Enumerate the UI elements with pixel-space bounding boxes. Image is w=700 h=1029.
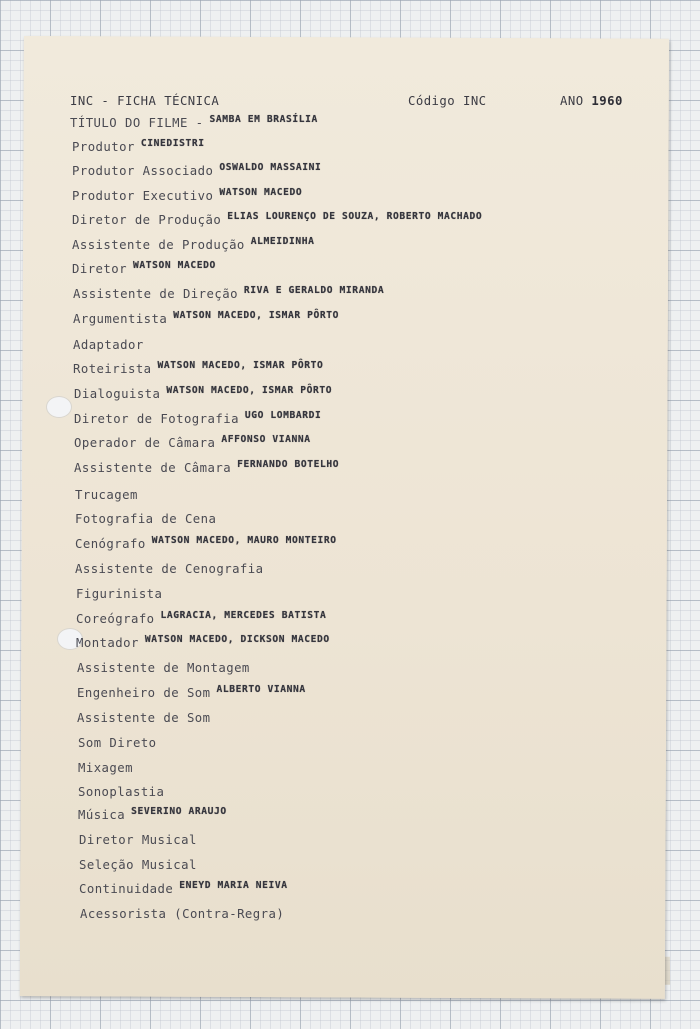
credit-value: WATSON MACEDO (132, 260, 216, 271)
credit-label: Montador (76, 636, 139, 650)
credit-value: UGO LOMBARDI (244, 410, 322, 421)
credit-value: WATSON MACEDO (219, 187, 303, 198)
credit-label: Música (78, 808, 126, 822)
credit-value: LAGRACIA, MERCEDES BATISTA (160, 610, 327, 621)
credit-value: WATSON MACEDO, ISMAR PÔRTO (157, 360, 324, 371)
credit-row (78, 761, 139, 775)
credit-label: Assistente de Direção (73, 287, 238, 301)
credit-row (72, 213, 482, 227)
credit-label: Adaptador (73, 338, 144, 352)
credit-value: ALBERTO VIANNA (216, 684, 306, 695)
credit-value: AFFONSO VIANNA (221, 434, 311, 445)
credit-label: Figurinista (76, 587, 163, 601)
punch-hole (46, 396, 72, 418)
credit-label: Continuidade (79, 882, 174, 896)
credit-row (77, 711, 217, 725)
header-year (560, 94, 623, 108)
credit-value: ENEYD MARIA NEIVA (179, 880, 288, 891)
credit-label: Operador de Câmara (74, 436, 216, 450)
credit-row (75, 488, 144, 502)
credit-label: Produtor Executivo (72, 189, 214, 203)
credit-row (72, 164, 321, 178)
credit-value: OSWALDO MASSAINI (219, 162, 322, 173)
credit-label: Trucagem (75, 488, 138, 502)
credit-label: Mixagem (78, 761, 133, 775)
header-org: INC - FICHA TÉCNICA (70, 94, 220, 108)
credit-row (75, 512, 222, 526)
credit-row (76, 636, 330, 650)
credit-value: WATSON MACEDO, DICKSON MACEDO (144, 634, 330, 645)
credit-row (72, 262, 216, 276)
credit-row (75, 562, 269, 576)
credit-row (72, 238, 315, 252)
credit-label: Produtor Associado (72, 164, 214, 178)
credit-row (74, 436, 311, 450)
credit-value: FERNANDO BOTELHO (237, 459, 340, 470)
credit-label: Assistente de Montagem (77, 661, 250, 675)
credit-row (78, 808, 227, 822)
year-value: 1960 (591, 94, 623, 108)
credit-label: Seleção Musical (79, 858, 197, 872)
credit-row (78, 785, 170, 799)
credit-row (79, 858, 203, 872)
credit-row (76, 612, 326, 626)
credit-label: Assistente de Som (77, 711, 211, 725)
credit-row (73, 362, 323, 376)
credit-value: CINEDISTRI (140, 138, 205, 149)
credit-row (78, 736, 163, 750)
credit-row (74, 461, 339, 475)
credit-row (76, 587, 168, 601)
credit-row (77, 661, 256, 675)
credit-label: Diretor de Produção (72, 213, 222, 227)
credit-label: Coreógrafo (76, 612, 155, 626)
credit-label: Acessorista (Contra-Regra) (80, 907, 285, 921)
credit-label: Engenheiro de Som (77, 686, 211, 700)
credit-label: Diretor de Fotografia (74, 412, 239, 426)
film-title-value: SAMBA EM BRASÍLIA (209, 114, 318, 125)
header-code-label: Código INC (408, 94, 487, 108)
credit-label: Assistente de Produção (72, 238, 245, 252)
credit-label: Roteirista (73, 362, 152, 376)
credit-row (74, 387, 332, 401)
credit-label: Assistente de Cenografia (75, 562, 264, 576)
credit-row (73, 338, 150, 352)
credit-label: Fotografia de Cena (75, 512, 217, 526)
credit-label: Sonoplastia (78, 785, 165, 799)
credit-value: ELIAS LOURENÇO DE SOUZA, ROBERTO MACHADO (227, 211, 483, 222)
credit-value: SEVERINO ARAUJO (131, 806, 227, 817)
credit-row (73, 287, 384, 301)
credit-row (75, 537, 337, 551)
credit-label: Argumentista (73, 312, 168, 326)
credit-label: Diretor Musical (79, 833, 197, 847)
credit-label: Som Direto (78, 736, 157, 750)
year-label: ANO (560, 94, 584, 108)
credit-value: WATSON MACEDO, MAURO MONTEIRO (151, 535, 337, 546)
credit-row (79, 882, 288, 896)
credit-row (72, 140, 205, 154)
credit-row (74, 412, 321, 426)
credit-label: Diretor (72, 262, 127, 276)
film-title-row (70, 116, 318, 130)
credit-row (77, 686, 306, 700)
credit-row (72, 189, 302, 203)
credit-label: Assistente de Câmara (74, 461, 232, 475)
credit-label: Cenógrafo (75, 537, 146, 551)
credit-value: WATSON MACEDO, ISMAR PÔRTO (166, 385, 333, 396)
credit-value: WATSON MACEDO, ISMAR PÔRTO (173, 310, 340, 321)
credit-row (73, 312, 339, 326)
credit-row (79, 833, 203, 847)
credit-label: Dialoguista (74, 387, 161, 401)
credit-value: RIVA E GERALDO MIRANDA (243, 285, 385, 296)
credit-label: Produtor (72, 140, 135, 154)
credit-value: ALMEIDINHA (250, 236, 315, 247)
film-title-label: TÍTULO DO FILME - (70, 116, 204, 130)
credit-row (80, 907, 290, 921)
